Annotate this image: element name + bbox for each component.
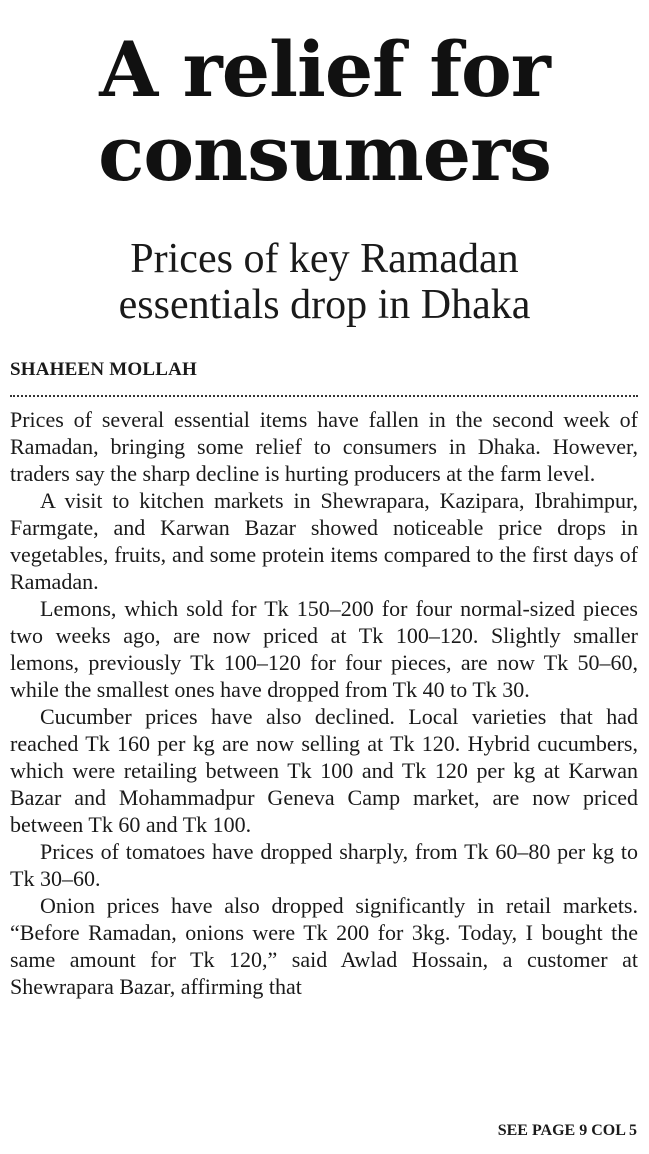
subheadline [0, 236, 649, 328]
byline-divider [10, 395, 638, 397]
article-paragraph: Cucumber prices have also declined. Local varieties that had reached Tk 160 per kg are now selling at Tk 120. Hybrid cucumbers, which were retailing between Tk 100 and Tk 120 per kg at Karwan Bazar and Mohammadpur Geneva Camp market, are now priced between Tk 60 and Tk 100. [10, 704, 638, 837]
headline-line-1: A relief for [99, 25, 550, 114]
article-paragraph: Onion prices have also dropped significantly in retail markets. “Before Ramadan, onions were Tk 200 for 3kg. Today, I bought the same amount for Tk 120,” said Awlad Hossain, a customer at Shewrapara Bazar, affirming that [10, 893, 638, 999]
byline: SHAHEEN MOLLAH [10, 359, 198, 380]
headline [0, 25, 649, 198]
article-paragraph: Lemons, which sold for Tk 150–200 for four normal-sized pieces two weeks ago, are now priced at Tk 100–120. Slightly smaller lemons, previously Tk 100–120 for four pieces, are now Tk 50–60, while the smallest ones have dropped from Tk 40 to Tk 30. [10, 596, 638, 702]
headline-line-2: consumers [98, 109, 551, 198]
continuation-jump-line[interactable]: SEE PAGE 9 COL 5 [497, 1122, 637, 1139]
article-paragraph: Prices of several essential items have fallen in the second week of Ramadan, bringing some relief to consumers in Dhaka. However, traders say the sharp decline is hurting producers at the farm level. [10, 407, 638, 486]
article-paragraph: A visit to kitchen markets in Shewrapara, Kazipara, Ibrahimpur, Farmgate, and Karwan Bazar showed noticeable price drops in vegetables, fruits, and some protein items compared to the first days of Ramadan. [10, 488, 638, 594]
article-body [10, 406, 638, 1000]
subheadline-line-1: Prices of key Ramadan [130, 236, 519, 282]
subheadline-line-2: essentials drop in Dhaka [118, 282, 531, 328]
article-paragraph: Prices of tomatoes have dropped sharply, from Tk 60–80 per kg to Tk 30–60. [10, 839, 638, 891]
